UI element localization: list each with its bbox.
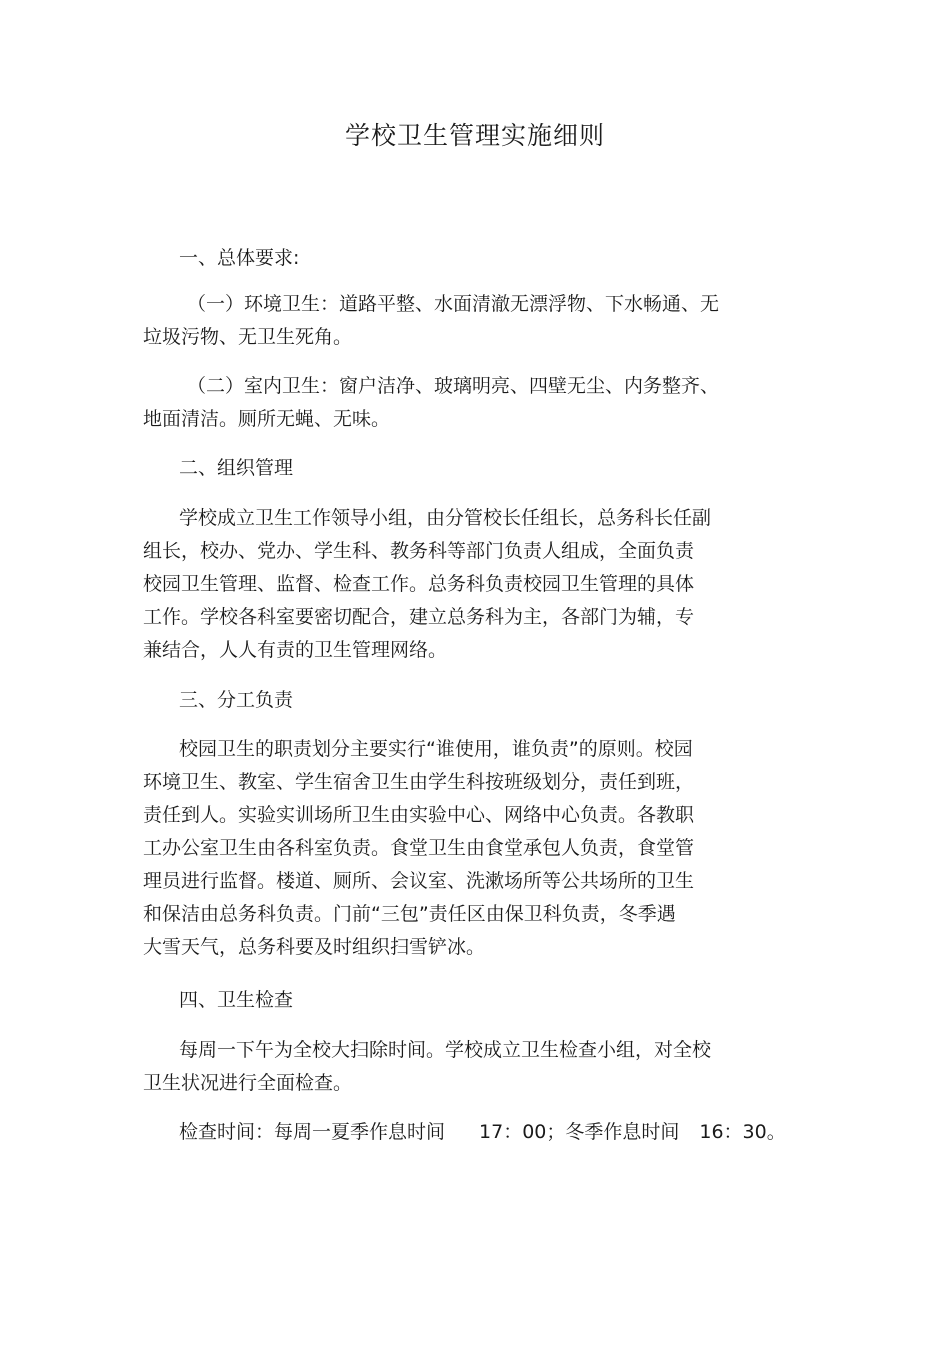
summer-time: 17：00；冬季作息时间 — [479, 1121, 680, 1143]
paragraph-line: 地面清洁。厕所无蝇、无味。 — [143, 408, 391, 430]
paragraph-line: 环境卫生、教室、学生宿舍卫生由学生科按班级划分，责任到班， — [143, 771, 695, 793]
section-2-paragraph — [143, 502, 773, 667]
inspection-schedule — [143, 1116, 879, 1149]
schedule-label: 检查时间：每周一夏季作息时间 — [179, 1121, 446, 1143]
heading-text: 二、组织管理 — [179, 457, 294, 479]
paragraph-line: 校园卫生的职责划分主要实行“谁使用，谁负责”的原则。校园 — [179, 738, 693, 760]
paragraph-line: 和保洁由总务科负责。门前“三包”责任区由保卫科负责，冬季遇 — [143, 903, 676, 925]
section-heading-4 — [143, 984, 809, 1017]
paragraph-line: 校园卫生管理、监督、检查工作。总务科负责校园卫生管理的具体 — [143, 573, 695, 595]
paragraph-line: 工作。学校各科室要密切配合，建立总务科为主，各部门为辅，专 — [143, 606, 695, 628]
paragraph-line: （二）室内卫生：窗户洁净、玻璃明亮、四壁无尘、内务整齐、 — [187, 375, 720, 397]
section-4-paragraph — [143, 1034, 773, 1100]
paragraph-line: 大雪天气，总务科要及时组织扫雪铲冰。 — [143, 936, 486, 958]
heading-text: 三、分工负责 — [179, 689, 294, 711]
heading-text: 一、总体要求: — [179, 247, 300, 269]
schedule-line — [179, 1116, 879, 1149]
paragraph-line: 卫生状况进行全面检查。 — [143, 1072, 353, 1094]
section-heading-2 — [143, 452, 809, 485]
paragraph-line: 组长，校办、党办、学生科、教务科等部门负责人组成，全面负责 — [143, 540, 695, 562]
paragraph-line: 学校成立卫生工作领导小组，由分管校长任组长，总务科长任副 — [179, 507, 712, 529]
document-title: 学校卫生管理实施细则 — [344, 121, 605, 150]
paragraph-line: 每周一下午为全校大扫除时间。学校成立卫生检查小组，对全校 — [179, 1039, 712, 1061]
section-heading-3 — [143, 684, 809, 717]
paragraph-line: 垃圾污物、无卫生死角。 — [143, 326, 353, 348]
section-heading-1 — [143, 242, 809, 275]
winter-time: 16：30。 — [699, 1121, 786, 1143]
paragraph-line: 责任到人。实验实训场所卫生由实验中心、网络中心负责。各教职 — [143, 804, 695, 826]
section-3-paragraph — [143, 733, 773, 964]
section-1-item-1 — [143, 288, 773, 354]
paragraph-line: 理员进行监督。楼道、厕所、会议室、洗漱场所等公共场所的卫生 — [143, 870, 695, 892]
paragraph-line: 兼结合，人人有责的卫生管理网络。 — [143, 639, 448, 661]
section-1-item-2 — [143, 370, 773, 436]
paragraph-line: （一）环境卫生：道路平整、水面清澈无漂浮物、下水畅通、无 — [187, 293, 720, 315]
paragraph-line: 工办公室卫生由各科室负责。食堂卫生由食堂承包人负责，食堂管 — [143, 837, 695, 859]
heading-text: 四、卫生检查 — [179, 989, 294, 1011]
